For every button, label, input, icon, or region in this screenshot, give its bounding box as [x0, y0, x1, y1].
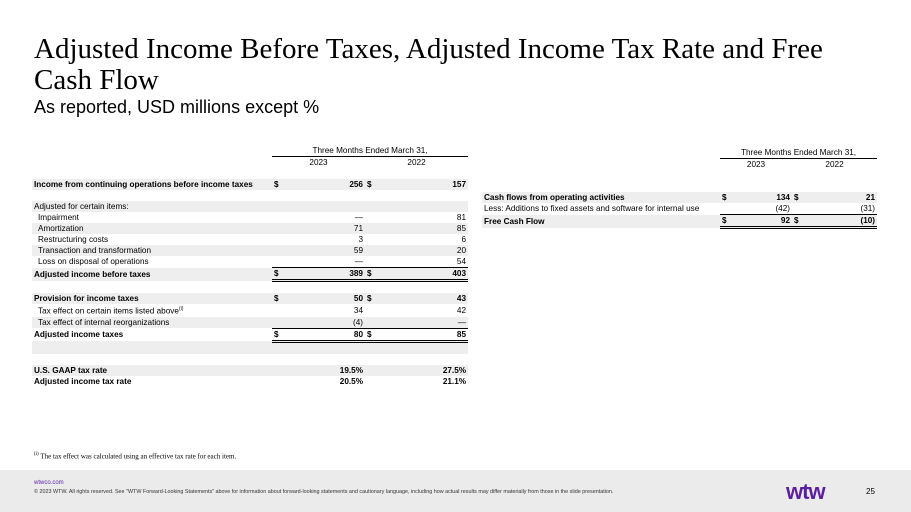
- footnote: $^{(i)}$ The tax effect was calculated using an effective tax rate for each item.: [34, 452, 237, 461]
- table-row: Loss on disposal of operations — 54: [38, 257, 467, 267]
- table-row: Restructuring costs 3 6: [38, 235, 467, 244]
- table-row: Adjusted for certain items:: [32, 201, 468, 212]
- table-header-period: Three Months Ended March 31,: [32, 145, 468, 157]
- table-row: Transaction and transformation 59 20: [32, 245, 468, 256]
- table-row: Impairment — 81: [38, 213, 467, 222]
- page-title: Adjusted Income Before Taxes, Adjusted Income Tax Rate and Free Cash Flow: [34, 33, 823, 96]
- table-row: Less: Additions to fixed assets and software for internal use (42) (31): [484, 204, 876, 214]
- year-2023: 2023: [746, 160, 766, 169]
- table-header-years: [482, 159, 877, 171]
- table-row: Tax effect on certain items listed above$^{(i)}$ 34 42: [38, 305, 467, 316]
- page-subtitle: As reported, USD millions except %: [34, 97, 320, 117]
- table-header-period: Three Months Ended March 31,: [482, 147, 877, 159]
- year-2022: 2022: [407, 158, 426, 167]
- year-2023: 2023: [309, 158, 328, 167]
- legal-notice: © 2023 WTW. All rights reserved. See "WTW Forward-Looking Statements" above for information about forward-looking statements and cautionary language, including how actual results may differ materially from those in the slide presentation.: [34, 489, 614, 495]
- table-row: Amortization 71 85: [32, 223, 468, 234]
- table-row: U.S. GAAP tax rate 19.5% 27.5%: [34, 365, 467, 375]
- table-row: Adjusted income taxes $ 80 $ 85: [34, 329, 467, 340]
- table-row: Adjusted income before taxes $ 389 $ 403: [34, 269, 467, 279]
- table-row: Income from continuing operations before income taxes $ 256 $ 157: [34, 180, 467, 189]
- website-link[interactable]: wtwco.com: [34, 480, 64, 486]
- wtw-logo: wtw: [786, 479, 825, 504]
- table-row: Adjusted income tax rate 20.5% 21.1%: [34, 376, 467, 386]
- footer: [0, 470, 911, 512]
- free-cash-flow-table: [482, 147, 877, 229]
- income-tax-table: [32, 145, 468, 387]
- table-row: Provision for income taxes $ 50 $ 43: [34, 294, 467, 303]
- table-header-years: [32, 157, 468, 169]
- table-row: Free Cash Flow $ 92 $ (10): [484, 216, 876, 226]
- page-number: 25: [866, 487, 875, 496]
- table-row: Cash flows from operating activities $ 134 $ 21: [484, 193, 876, 202]
- table-row: Tax effect of internal reorganizations (4) —: [32, 317, 468, 329]
- year-2022: 2022: [825, 160, 844, 169]
